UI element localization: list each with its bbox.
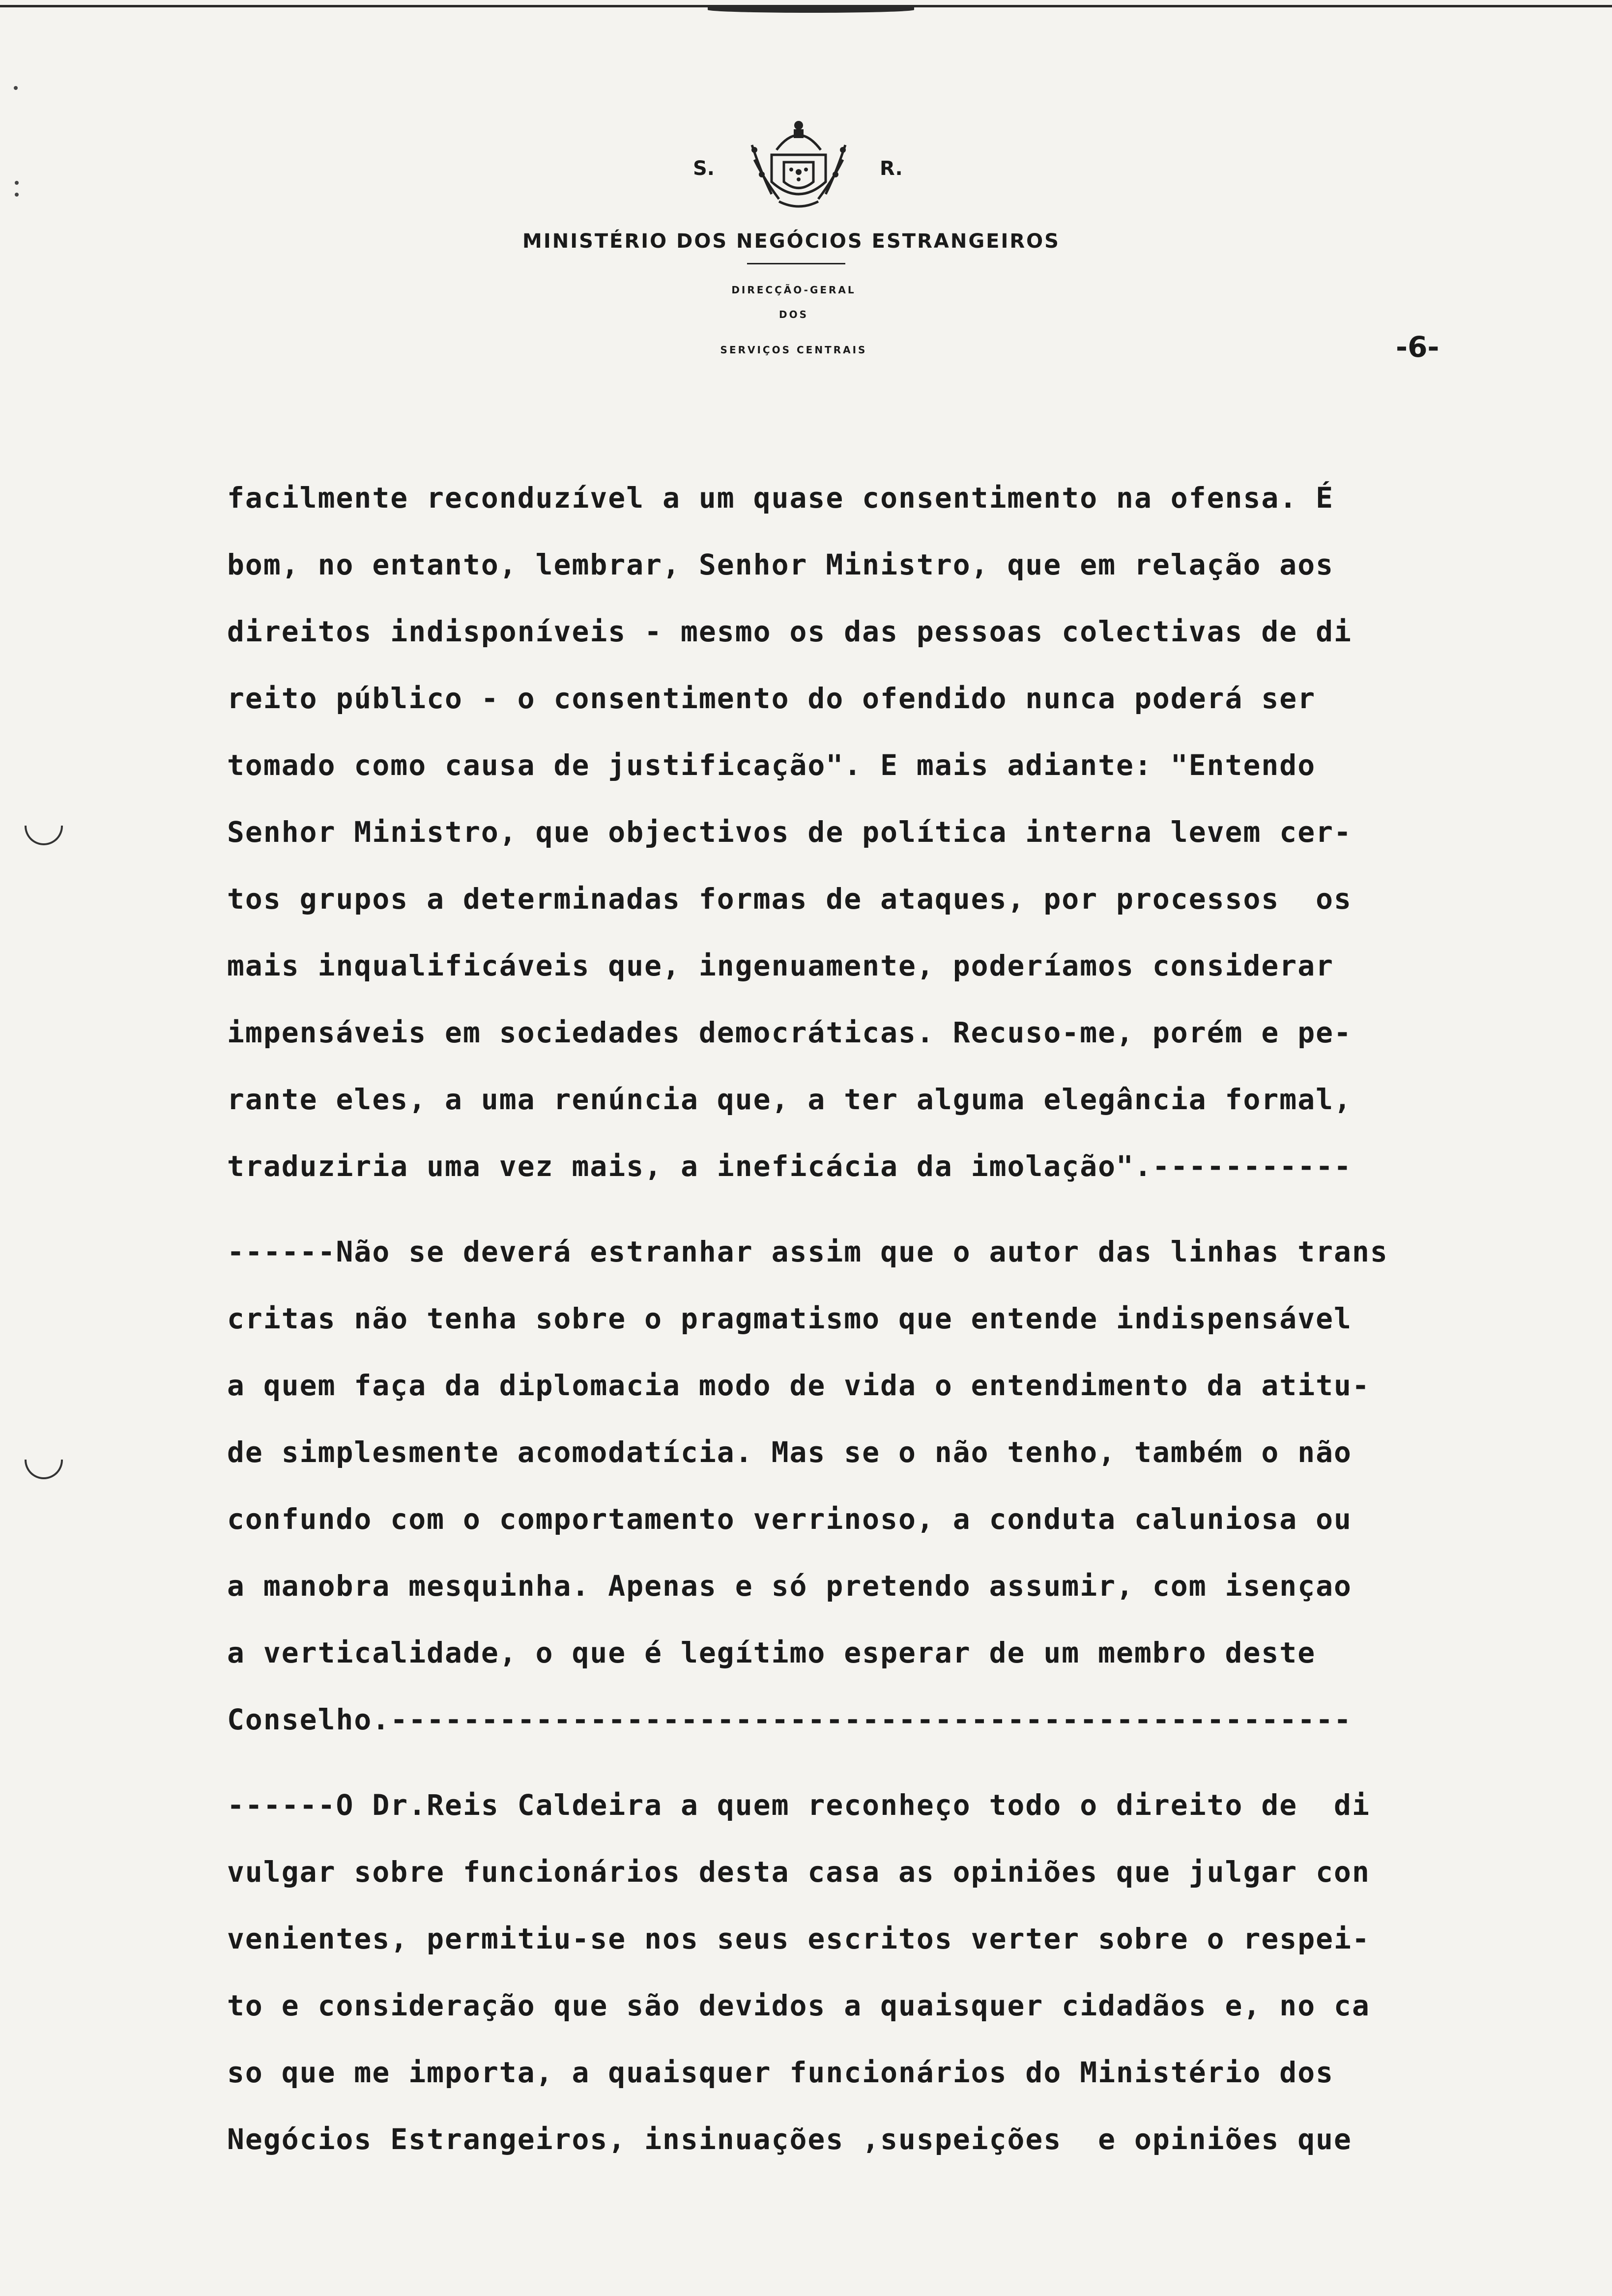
text-line: impensáveis em sociedades democráticas. Recuso-me, porém e pe- [227,1016,1352,1049]
scan-speck [15,181,19,185]
text-line: de simplesmente acomodatícia. Mas se o não tenho, também o não [227,1435,1352,1469]
coat-of-arms-icon [742,115,855,214]
coat-of-arms-seal [663,115,929,214]
body-text [227,464,1515,2173]
text-line: Negócios Estrangeiros, insinuações ,suspeições e opiniões que [227,2123,1352,2156]
scan-speck [15,193,19,197]
text-line: facilmente reconduzível a um quase consentimento na ofensa. É [227,481,1334,515]
text-line: tomado como causa de justificação". E mais adiante: "Entendo [227,748,1316,782]
department-line-3: SERVIÇOS CENTRAIS [720,344,867,356]
text-line: to e consideração que são devidos a quaisquer cidadãos e, no ca [227,1989,1370,2022]
text-line: a manobra mesquinha. Apenas e só pretendo assumir, com isençao [227,1569,1352,1603]
seal-letter-right: R. [880,157,903,180]
text-line: so que me importa, a quaisquer funcionários do Ministério dos [227,2056,1334,2089]
text-line: critas não tenha sobre o pragmatismo que entende indispensável [227,1302,1352,1335]
text-line: tos grupos a determinadas formas de ataques, por processos os [227,882,1352,916]
text-line: ------Não se deverá estranhar assim que o autor das linhas trans [227,1235,1388,1268]
department-line-1: DIRECÇÃO-GERAL [731,284,856,296]
scan-speck [14,86,18,90]
seal-letter-left: S. [693,157,715,180]
punch-hole-mark [25,1460,63,1479]
text-line: rante eles, a uma renúncia que, a ter alguma elegância formal, [227,1083,1352,1116]
text-line: a verticalidade, o que é legítimo esperar de um membro deste [227,1636,1316,1669]
ministry-underline [747,263,845,264]
text-line: reito público - o consentimento do ofendido nunca poderá ser [227,682,1316,715]
page-number: -6- [1396,330,1439,364]
text-line: ------O Dr.Reis Caldeira a quem reconheço todo o direito de di [227,1788,1370,1822]
punch-hole-mark [25,826,63,845]
ministry-name: MINISTÉRIO DOS NEGÓCIOS ESTRANGEIROS [522,230,1060,253]
paragraph-gap [227,1200,1515,1218]
text-line: vulgar sobre funcionários desta casa as opiniões que julgar con [227,1855,1370,1889]
paragraph-2 [227,1218,1515,1753]
text-line: venientes, permitiu-se nos seus escritos verter sobre o respei- [227,1922,1370,1955]
paragraph-1 [227,464,1515,1200]
text-line: mais inqualificáveis que, ingenuamente, poderíamos considerar [227,949,1334,982]
paragraph-gap [227,1753,1515,1772]
text-line: traduziria uma vez mais, a ineficácia da imolação".----------- [227,1149,1352,1183]
text-line: a quem faça da diplomacia modo de vida o entendimento da atitu- [227,1369,1370,1402]
text-line: Senhor Ministro, que objectivos de política interna levem cer- [227,815,1352,849]
scan-top-edge-smudge [708,7,914,13]
text-line: Conselho.----------------------------------------------------- [227,1703,1352,1736]
text-line: confundo com o comportamento verrinoso, a conduta caluniosa ou [227,1502,1352,1536]
text-line: bom, no entanto, lembrar, Senhor Ministro, que em relação aos [227,548,1334,581]
text-line: direitos indisponíveis - mesmo os das pessoas colectivas de di [227,615,1352,648]
department-line-2: DOS [778,309,808,320]
paragraph-3 [227,1772,1515,2173]
